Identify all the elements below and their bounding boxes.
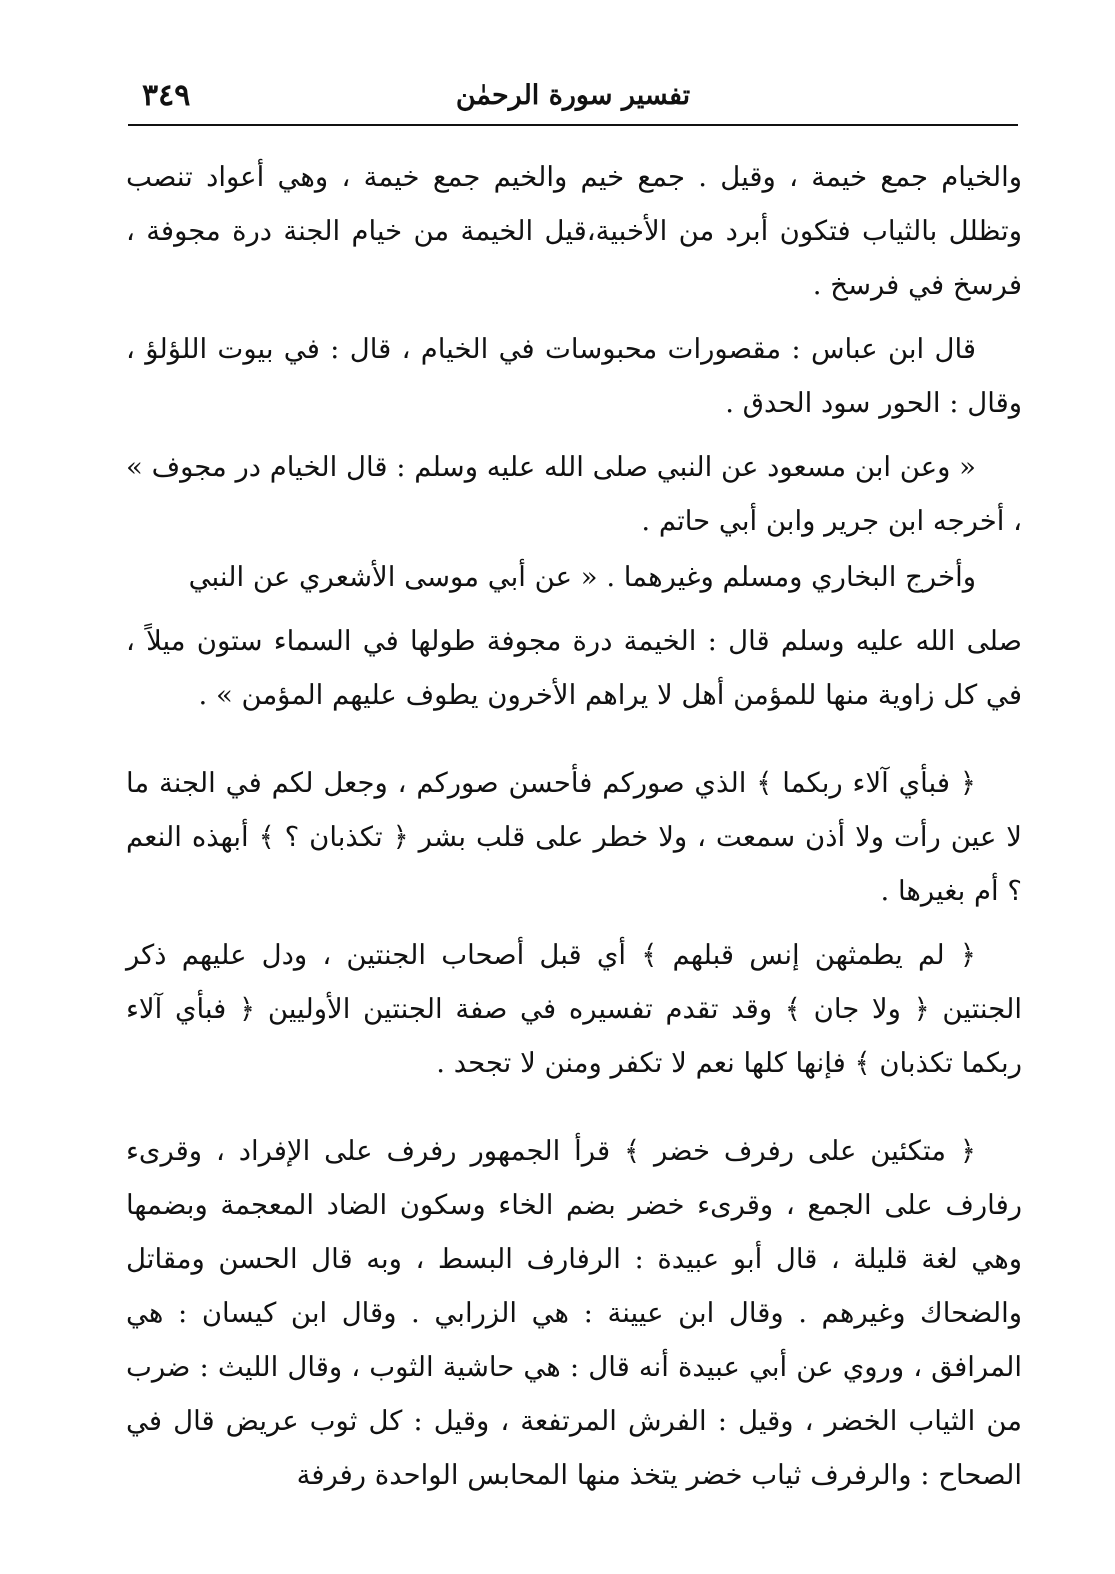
running-title: تفسير سورة الرحمٰن: [455, 80, 691, 111]
paragraph: قال ابن عباس : مقصورات محبوسات في الخيام ، قال : في بيوت اللؤلؤ ، وقال : الحور سود الحدق .: [126, 333, 1022, 419]
paragraph: وأخرج البخاري ومسلم وغيرهما . « عن أبي موسى الأشعري عن النبي: [188, 561, 976, 593]
paragraph: ﴿ لم يطمثهن إنس قبلهم ﴾ أي قبل أصحاب الجنتين ، ودل عليهم ذكر الجنتين ﴿ ولا جان ﴾ وقد تقدم تفسيره في صفة الجنتين الأوليين ﴿ فبأي آلاء ربكما تكذبان ﴾ فإنها كلها نعم لا تكفر ومنن لا تجحد .: [126, 939, 1022, 1079]
page-number: ٣٤٩: [142, 78, 191, 113]
page-header: [128, 74, 1018, 126]
paragraph: « وعن ابن مسعود عن النبي صلى الله عليه وسلم : قال الخيام در مجوف » ، أخرجه ابن جرير وابن أبي حاتم .: [126, 451, 1022, 537]
paragraph: ﴿ فبأي آلاء ربكما ﴾ الذي صوركم فأحسن صوركم ، وجعل لكم في الجنة ما لا عين رأت ولا أذن سمعت ، ولا خطر على قلب بشر ﴿ تكذبان ؟ ﴾ أبهذه النعم ؟ أم بغيرها .: [126, 767, 1022, 907]
page-body: [126, 150, 1022, 1502]
paragraph: صلى الله عليه وسلم قال : الخيمة درة مجوفة طولها في السماء ستون ميلاً ، في كل زاوية منها للمؤمن أهل لا يراهم الأخرون يطوف عليهم المؤمن » .: [126, 625, 1022, 711]
paragraph: ﴿ متكئين على رفرف خضر ﴾ قرأ الجمهور رفرف على الإفراد ، وقرىء رفارف على الجمع ، وقرىء خضر بضم الخاء وسكون الضاد المعجمة وبضمها وهي لغة قليلة ، قال أبو عبيدة : الرفارف البسط ، وبه قال الحسن ومقاتل والضحاك وغيرهم . وقال ابن عيينة : هي الزرابي . وقال ابن كيسان : هي المرافق ، وروي عن أبي عبيدة أنه قال : هي حاشية الثوب ، وقال الليث : ضرب من الثياب الخضر ، وقيل : الفرش المرتفعة ، وقيل : كل ثوب عريض قال في الصحاح : والرفرف ثياب خضر يتخذ منها المحابس الواحدة رفرفة: [126, 1135, 1022, 1491]
paragraph: والخيام جمع خيمة ، وقيل . جمع خيم والخيم جمع خيمة ، وهي أعواد تنصب وتظلل بالثياب فتكون أبرد من الأخبية،قيل الخيمة من خيام الجنة درة مجوفة ، فرسخ في فرسخ .: [126, 161, 1022, 301]
